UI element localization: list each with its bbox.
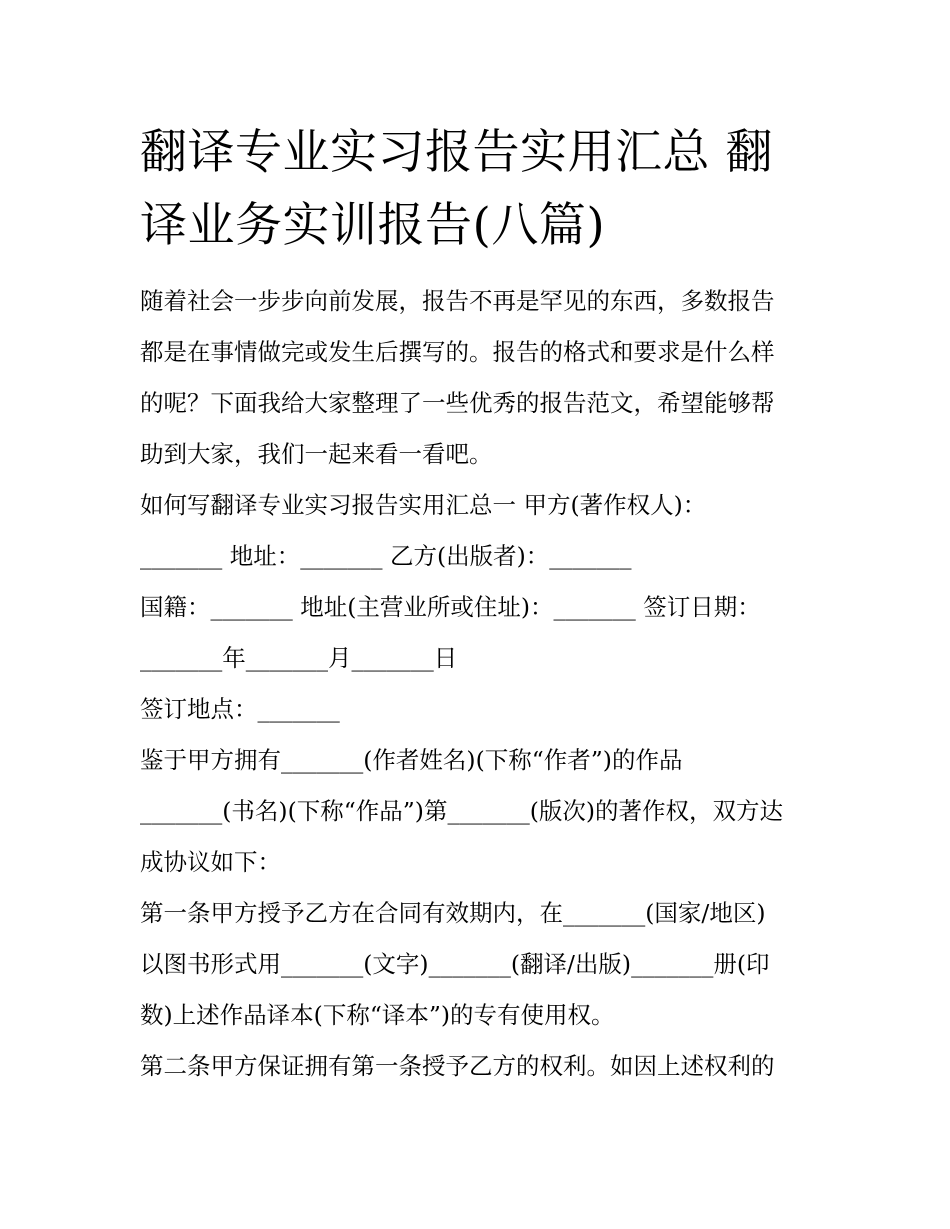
body-line: 签订地点：_______ — [140, 695, 340, 723]
body-line: 成协议如下： — [140, 848, 281, 876]
body-line: 的呢？下面我给大家整理了一些优秀的报告范文，希望能够帮 — [140, 389, 775, 417]
document-title — [140, 116, 820, 262]
body-line: 都是在事情做完或发生后撰写的。报告的格式和要求是什么样 — [140, 338, 775, 366]
body-line: _______(书名)(下称“作品”)第_______(版次)的著作权，双方达 — [140, 797, 784, 825]
body-line: 数)上述作品译本(下称“译本”)的专有使用权。 — [140, 1001, 615, 1029]
body-line: 第一条甲方授予乙方在合同有效期内，在_______(国家/地区) — [140, 899, 766, 927]
body-line: 助到大家，我们一起来看一看吧。 — [140, 440, 493, 468]
body-line: 随着社会一步步向前发展，报告不再是罕见的东西，多数报告 — [140, 287, 775, 315]
body-line: 以图书形式用_______(文字)_______(翻译/出版)_______册(印 — [140, 950, 770, 978]
document-body — [140, 276, 820, 1092]
body-line: 国籍：_______ 地址(主营业所或住址)：_______ 签订日期： — [140, 593, 761, 621]
body-line: 如何写翻译专业实习报告实用汇总一 甲方(著作权人)： — [140, 491, 707, 519]
body-line: _______ 地址：_______ 乙方(出版者)：_______ — [140, 542, 632, 570]
title-line: 翻译专业实习报告实用汇总 翻 — [140, 125, 773, 180]
body-line: _______年_______月_______日 — [140, 644, 458, 672]
body-line: 第二条甲方保证拥有第一条授予乙方的权利。如因上述权利的 — [140, 1052, 775, 1080]
body-line: 鉴于甲方拥有_______(作者姓名)(下称“作者”)的作品 — [140, 746, 683, 774]
title-line: 译业务实训报告(八篇) — [140, 198, 606, 253]
